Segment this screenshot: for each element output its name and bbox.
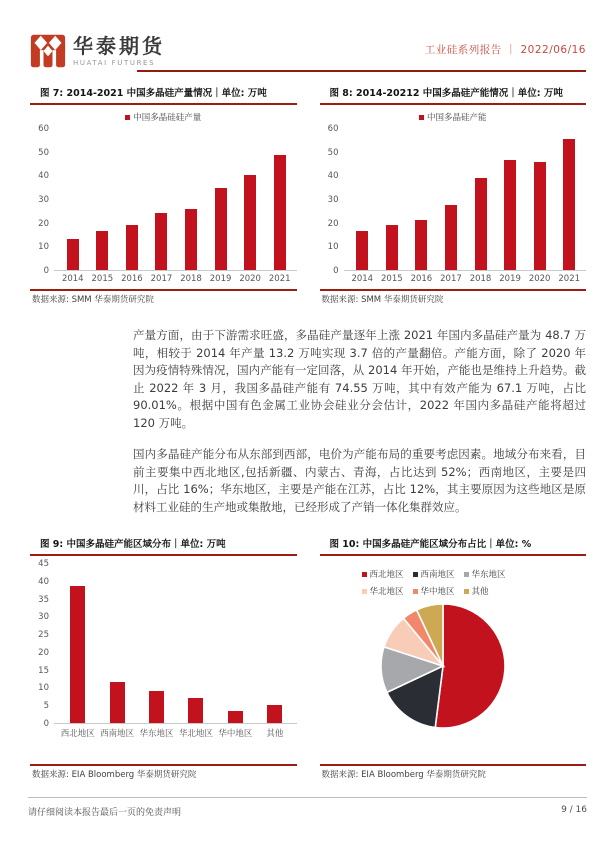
legend-marker [362,572,367,577]
x-axis-labels [58,727,297,739]
bar [534,162,546,270]
legend-marker [413,589,418,594]
legend-item: 西北地区 [362,568,404,580]
legend-item: 西南地区 [413,568,455,580]
figure-9-bar-chart [30,556,297,764]
figure-10 [320,538,587,781]
bar [244,175,256,270]
y-axis-tick: 20 [38,218,49,229]
bar [386,225,398,270]
bar [215,188,227,270]
x-axis-tick: 2019 [209,274,232,284]
bar [504,160,516,270]
y-axis-tick: 10 [38,683,49,694]
y-axis-tick: 0 [43,719,49,729]
x-axis-tick: 其他 [266,729,284,739]
y-axis-tick: 60 [327,124,339,134]
x-axis-tick: 2019 [499,274,521,284]
x-axis-tick: 2016 [121,274,143,284]
logo-text [73,35,165,67]
plot-area [327,124,587,276]
y-axis-tick: 25 [38,630,49,641]
bar [155,213,167,270]
page-footer [28,797,587,818]
x-axis-tick: 2015 [91,274,114,284]
pie-legend [362,568,587,597]
bar [415,220,427,270]
y-axis-tick: 15 [38,665,49,676]
plot-area [38,559,297,729]
chart-legend [320,111,587,123]
huatai-logo [30,33,165,69]
bar [188,698,203,723]
legend-item: 华中地区 [413,585,455,597]
x-axis-tick: 2021 [558,274,581,284]
bar [475,178,487,270]
legend-item: 中国多晶硅产能 [419,111,487,123]
x-axis-tick: 2018 [180,274,202,284]
figure-8 [320,87,587,306]
figure-9-source: 数据来源: EIA Bloomberg 华泰期货研究院 [30,764,297,781]
figure-9-title: 图 9: 中国多晶硅产能区域分布｜单位: 万吨 [30,538,297,556]
report-series-and-date: 工业硅系列报告 ｜ 2022/06/16 [424,44,586,56]
x-axis-tick: 2017 [440,274,462,284]
logo-name-cn: 华泰期货 [73,34,165,58]
y-axis-tick: 0 [333,266,339,276]
y-axis-tick: 60 [38,124,49,134]
chart-legend [30,111,297,123]
bar [126,225,138,270]
paragraph-production: 产量方面，由于下游需求旺盛，多晶硅产量逐年上涨 2021 年国内多晶硅产量为 48.7 万吨，相较于 2014 年产量 13.2 万吨实现 3.7 倍的产量翻倍。产能方面，除了 2020 年因为疫情特殊情况，国内产能有一定回落，从 2014 年开始，产能也是维持上升趋势。截止 2022 年 3 月，我国多晶硅产能有 74.55 万吨，其中有效产能为 67.1 万吨，占比 90.01%。根据中国有色金属工业协会硅业分会估计，2022 年国内多晶硅产能将超过 120 万吨。 [133,328,586,430]
legend-item: 中国多晶硅硅产量 [125,111,201,123]
bar [274,155,286,270]
legend-marker [419,115,424,120]
x-axis-labels [348,274,587,284]
y-axis-tick: 40 [38,171,49,182]
figure-row-top [30,87,586,306]
y-axis-tick: 10 [327,242,339,253]
figure-10-pie-chart [320,556,587,764]
x-axis-tick: 西南地区 [100,729,135,739]
logo-name-en: HUATAI FUTURES [73,59,156,67]
figure-7-source: 数据来源: SMM 华泰期货研究院 [30,289,297,306]
x-axis-tick: 2017 [150,274,173,284]
bar [149,691,164,723]
y-axis-tick: 30 [327,195,339,205]
bar [70,586,85,723]
legend-marker [464,589,469,594]
y-axis-tick: 20 [327,218,339,229]
y-axis-tick: 40 [327,171,339,182]
figure-7-bar-chart [30,105,297,289]
figure-7 [30,87,297,306]
bar [228,711,243,723]
y-axis-tick: 40 [38,576,49,587]
legend-item: 华东地区 [464,568,506,580]
figure-8-title: 图 8: 2014-20212 中国多晶硅产能情况｜单位: 万吨 [320,87,587,105]
pie-slice [435,604,505,728]
plot-area [38,124,297,276]
x-axis-tick: 2015 [381,274,403,284]
figure-8-bar-chart [320,105,587,289]
y-axis-tick: 50 [327,147,339,158]
y-axis-tick: 0 [43,266,49,276]
y-axis-tick: 5 [43,701,49,712]
body-text [133,327,586,516]
figure-8-source: 数据来源: SMM 华泰期货研究院 [320,289,587,306]
y-axis-tick: 10 [38,242,49,253]
x-axis-tick: 2014 [351,274,374,284]
pie-box [310,602,577,730]
x-axis-tick: 2018 [469,274,492,284]
bar [267,705,282,723]
bar [110,682,125,723]
figure-7-title: 图 7: 2014-2021 中国多晶硅产量情况｜单位: 万吨 [30,87,297,105]
bar [563,139,575,270]
x-axis-tick: 2021 [268,274,291,284]
y-axis-tick: 50 [38,147,49,158]
figure-row-bottom [30,538,586,781]
y-axis-tick: 20 [38,647,49,658]
page-header [30,33,586,70]
figure-9 [30,538,297,781]
header-divider [137,70,586,72]
figure-10-title: 图 10: 中国多晶硅产能区域分布占比｜单位: % [320,538,587,556]
bar [67,239,79,270]
bar [96,231,108,270]
x-axis-tick: 2020 [528,274,551,284]
legend-marker [413,572,418,577]
y-axis-tick: 30 [38,612,49,623]
legend-marker [362,589,367,594]
x-axis-labels [58,274,297,284]
x-axis-tick: 西北地区 [60,729,95,739]
x-axis-tick: 华东地区 [139,729,174,739]
footer-page-number: 9 / 16 [561,805,587,815]
footer-disclaimer: 请仔细阅读本报告最后一页的免责声明 [28,808,182,818]
legend-item: 华北地区 [362,585,404,597]
x-axis-tick: 华中地区 [218,729,253,739]
figure-10-source: 数据来源: EIA Bloomberg 华泰期货研究院 [320,764,587,781]
x-axis-tick: 2016 [410,274,433,284]
x-axis-tick: 2020 [239,274,261,284]
legend-marker [464,572,469,577]
paragraph-distribution: 国内多晶硅产能分布从东部到西部，电价为产能布局的重要考虑因素。地域分布来看，目前主要集中西北地区,包括新疆、内蒙古、青海，占比达到 52%；西南地区，主要是四川，占比 16%；华东地区，主要是产能在江苏，占比 12%，其主要原因为这些地区是原材料工业硅的生产地或集散地，已经形成了产销一体化集群效应。 [133,447,586,514]
legend-item: 其他 [464,585,489,597]
bar [185,209,197,271]
pie-svg [379,602,507,730]
legend-marker [125,115,130,120]
huatai-logo-icon [30,33,66,69]
y-axis-tick: 30 [38,195,49,205]
y-axis-tick: 35 [38,594,49,605]
bar [445,205,457,270]
bar [356,231,368,270]
y-axis-tick: 45 [38,559,49,569]
x-axis-tick: 华北地区 [178,729,213,739]
x-axis-tick: 2014 [61,274,84,284]
